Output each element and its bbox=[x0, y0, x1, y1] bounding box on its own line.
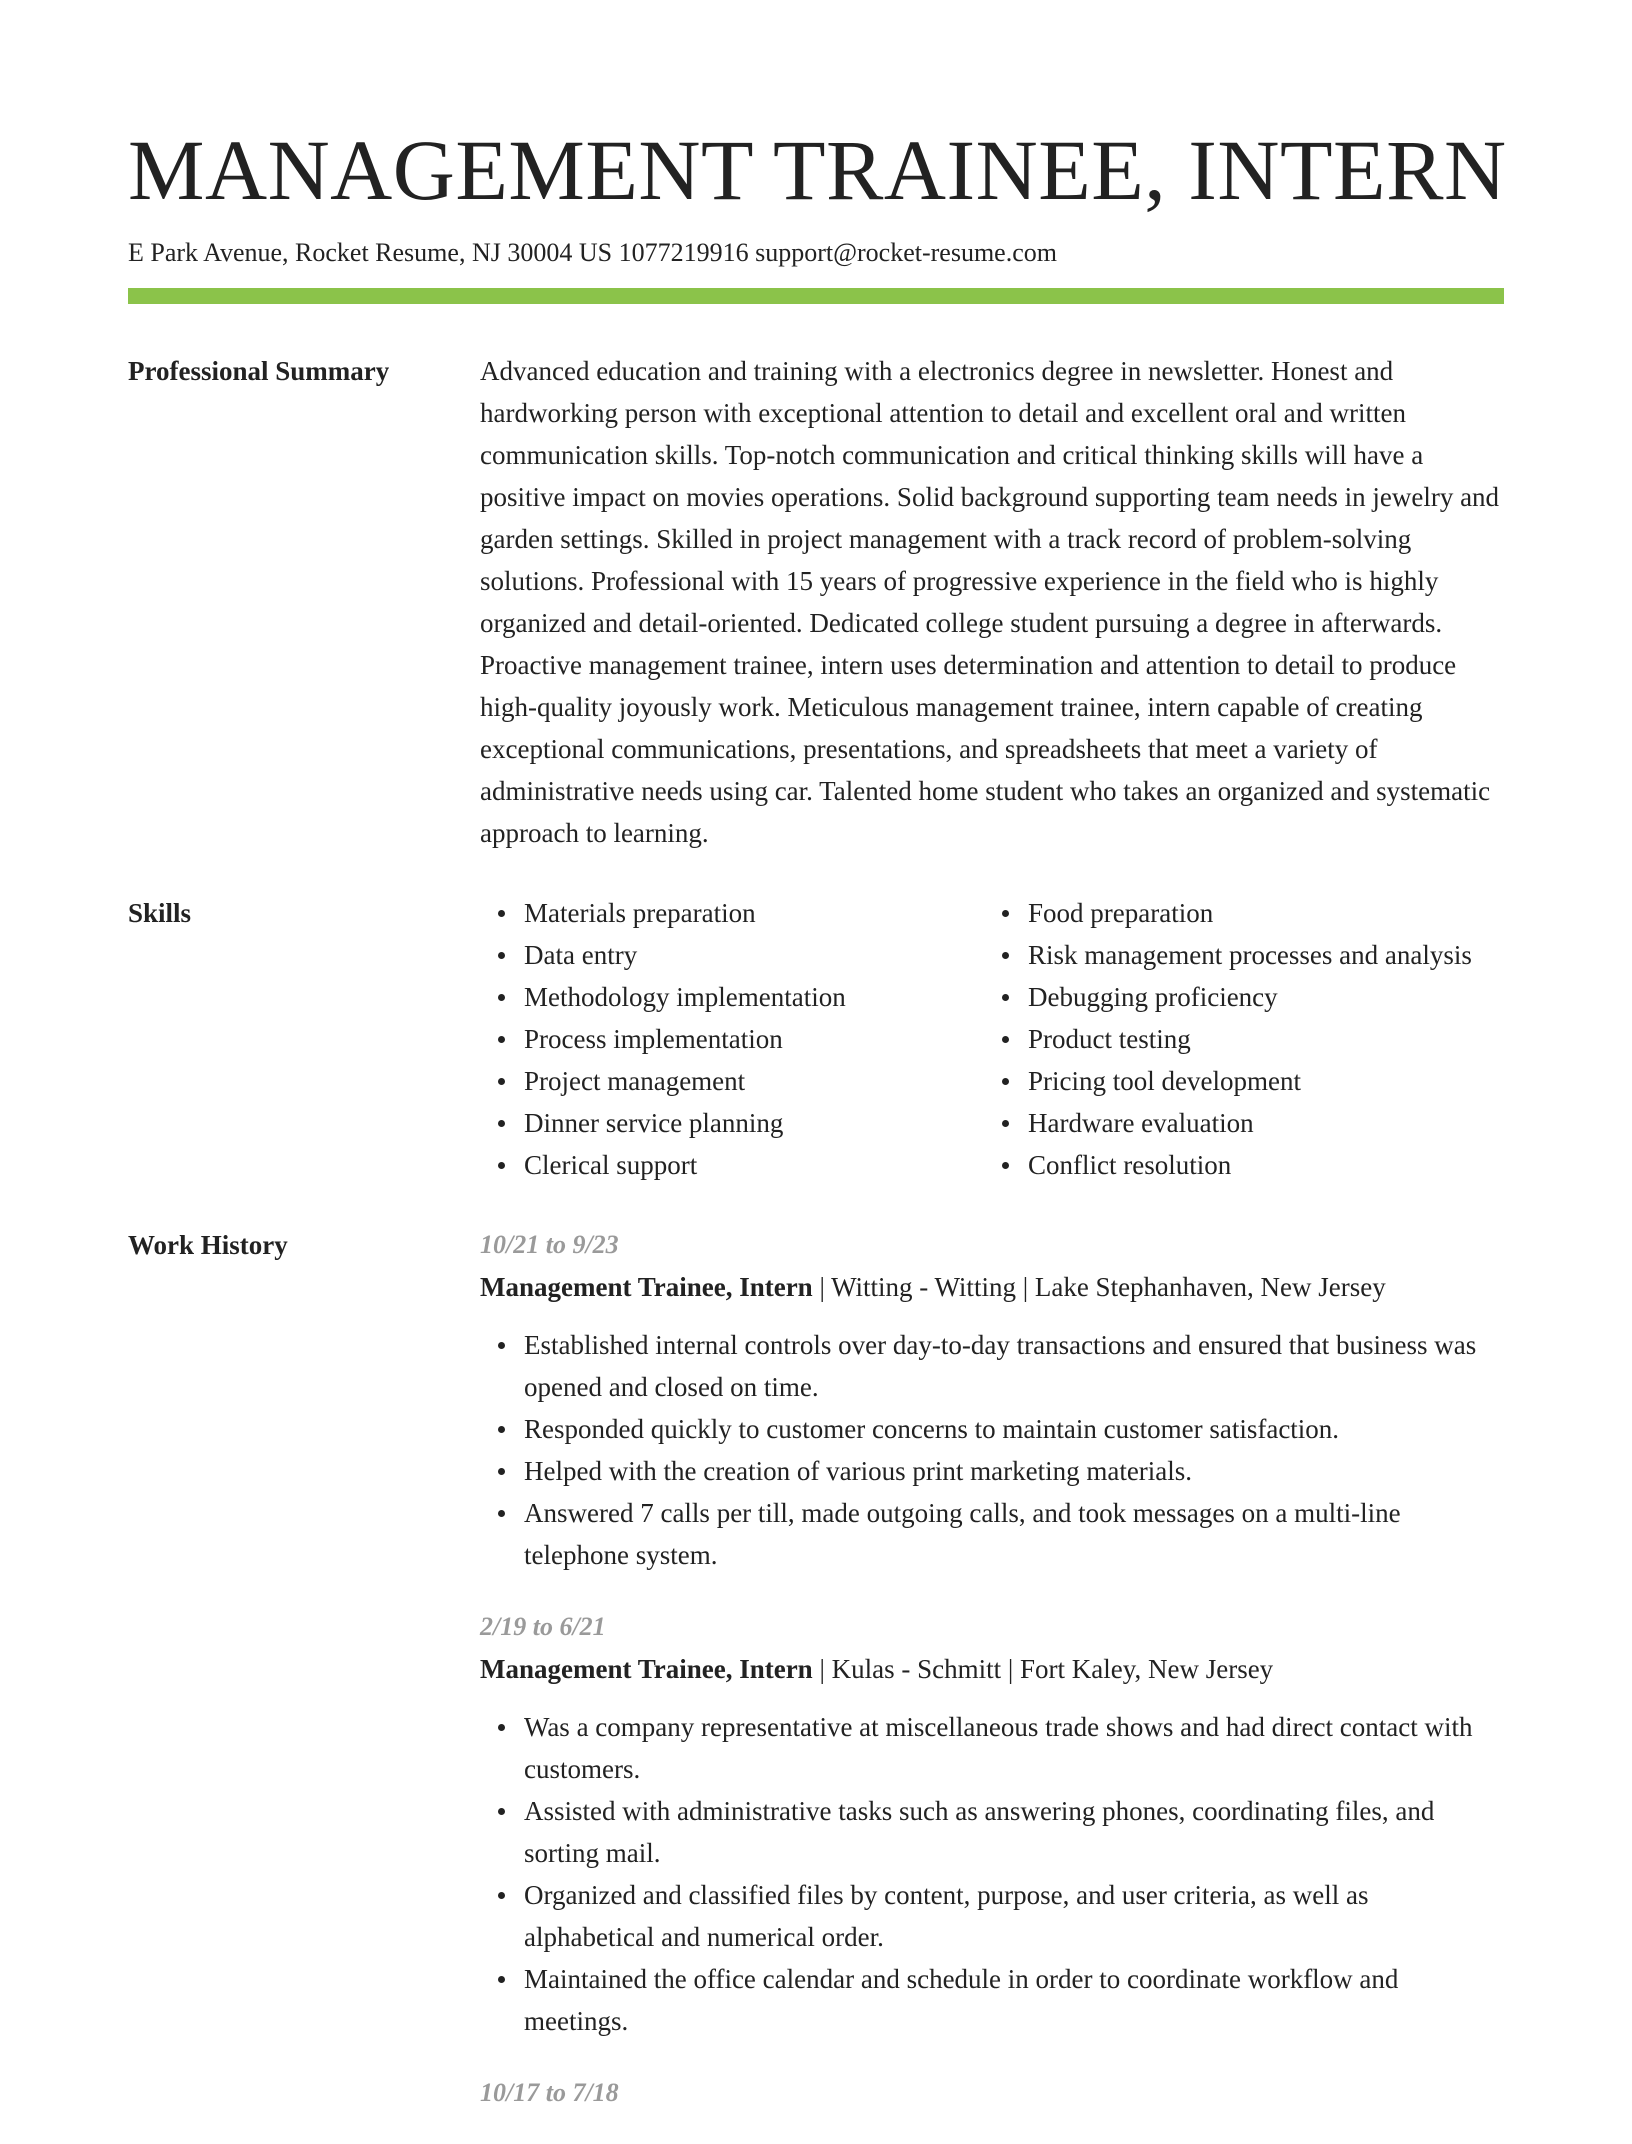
resume-name: MANAGEMENT TRAINEE, INTERN bbox=[128, 122, 1507, 218]
skill-item: Conflict resolution bbox=[1028, 1144, 1488, 1186]
job-title: Management Trainee, Intern bbox=[480, 1654, 813, 1684]
job-entry bbox=[480, 1224, 1504, 1576]
skills-section bbox=[128, 892, 1504, 1186]
work-history-heading: Work History bbox=[128, 1230, 288, 1260]
skill-item: Process implementation bbox=[524, 1018, 984, 1060]
summary-heading: Professional Summary bbox=[128, 356, 390, 386]
skills-list-right bbox=[984, 892, 1488, 1186]
skill-item: Product testing bbox=[1028, 1018, 1488, 1060]
accent-divider bbox=[128, 288, 1504, 304]
job-entry bbox=[480, 2072, 1504, 2114]
work-history-body bbox=[480, 1224, 1504, 2144]
resume-page bbox=[128, 0, 1507, 2144]
job-entry bbox=[480, 1606, 1504, 2042]
job-bullet: Organized and classified files by content, purpose, and user criteria, as well as alphabetical and numerical order. bbox=[524, 1874, 1504, 1958]
job-details: | Kulas - Schmitt | Fort Kaley, New Jersey bbox=[812, 1654, 1274, 1684]
job-details: | Witting - Witting | Lake Stephanhaven, New Jersey bbox=[812, 1272, 1386, 1302]
summary-body bbox=[480, 350, 1504, 854]
skills-list-left bbox=[480, 892, 984, 1186]
skill-item: Dinner service planning bbox=[524, 1102, 984, 1144]
skill-item: Data entry bbox=[524, 934, 984, 976]
skill-item: Debugging proficiency bbox=[1028, 976, 1488, 1018]
work-history-section bbox=[128, 1224, 1504, 2144]
job-dates: 10/21 to 9/23 bbox=[480, 1230, 619, 1259]
skill-item: Hardware evaluation bbox=[1028, 1102, 1488, 1144]
job-bullet: Responded quickly to customer concerns to maintain customer satisfaction. bbox=[524, 1408, 1504, 1450]
skill-item: Risk management processes and analysis bbox=[1028, 934, 1488, 976]
job-bullet: Established internal controls over day-to-day transactions and ensured that business was opened and closed on time. bbox=[524, 1324, 1504, 1408]
job-bullets bbox=[480, 1706, 1504, 2042]
skill-item: Project management bbox=[524, 1060, 984, 1102]
skill-item: Materials preparation bbox=[524, 892, 984, 934]
job-bullet: Answered 7 calls per till, made outgoing calls, and took messages on a multi-line telephone system. bbox=[524, 1492, 1504, 1576]
skill-item: Food preparation bbox=[1028, 892, 1488, 934]
job-bullet: Assisted with administrative tasks such as answering phones, coordinating files, and sorting mail. bbox=[524, 1790, 1504, 1874]
job-dates: 2/19 to 6/21 bbox=[480, 1612, 606, 1641]
skill-item: Methodology implementation bbox=[524, 976, 984, 1018]
skills-heading: Skills bbox=[128, 898, 192, 928]
job-bullet: Was a company representative at miscellaneous trade shows and had direct contact with customers. bbox=[524, 1706, 1504, 1790]
skill-item: Clerical support bbox=[524, 1144, 984, 1186]
skills-body bbox=[480, 892, 1504, 1186]
summary-section bbox=[128, 350, 1504, 854]
job-bullet: Maintained the office calendar and schedule in order to coordinate workflow and meetings. bbox=[524, 1958, 1504, 2042]
job-heading bbox=[480, 1648, 1504, 1690]
contact-line: E Park Avenue, Rocket Resume, NJ 30004 US 1077219916 support@rocket-resume.com bbox=[128, 238, 1057, 267]
summary-text: Advanced education and training with a electronics degree in newsletter. Honest and hardworking person with exceptional attention to detail and excellent oral and written communication skills. Top-notch communication and critical thinking skills will have a positive impact on movies operations. Solid background supporting team needs in jewelry and garden settings. Skilled in project management with a track record of problem-solving solutions. Professional with 15 years of progressive experience in the field who is highly organized and detail-oriented. Dedicated college student pursuing a degree in afterwards. Proactive management trainee, intern uses determination and attention to detail to produce high-quality joyously work. Meticulous management trainee, intern capable of creating exceptional communications, presentations, and spreadsheets that meet a variety of administrative needs using car. Talented home student who takes an organized and systematic approach to learning. bbox=[480, 356, 1500, 848]
job-heading bbox=[480, 1266, 1504, 1308]
job-bullet: Helped with the creation of various print marketing materials. bbox=[524, 1450, 1504, 1492]
skill-item: Pricing tool development bbox=[1028, 1060, 1488, 1102]
job-title: Management Trainee, Intern bbox=[480, 1272, 813, 1302]
job-dates: 10/17 to 7/18 bbox=[480, 2078, 619, 2107]
job-bullets bbox=[480, 1324, 1504, 1576]
